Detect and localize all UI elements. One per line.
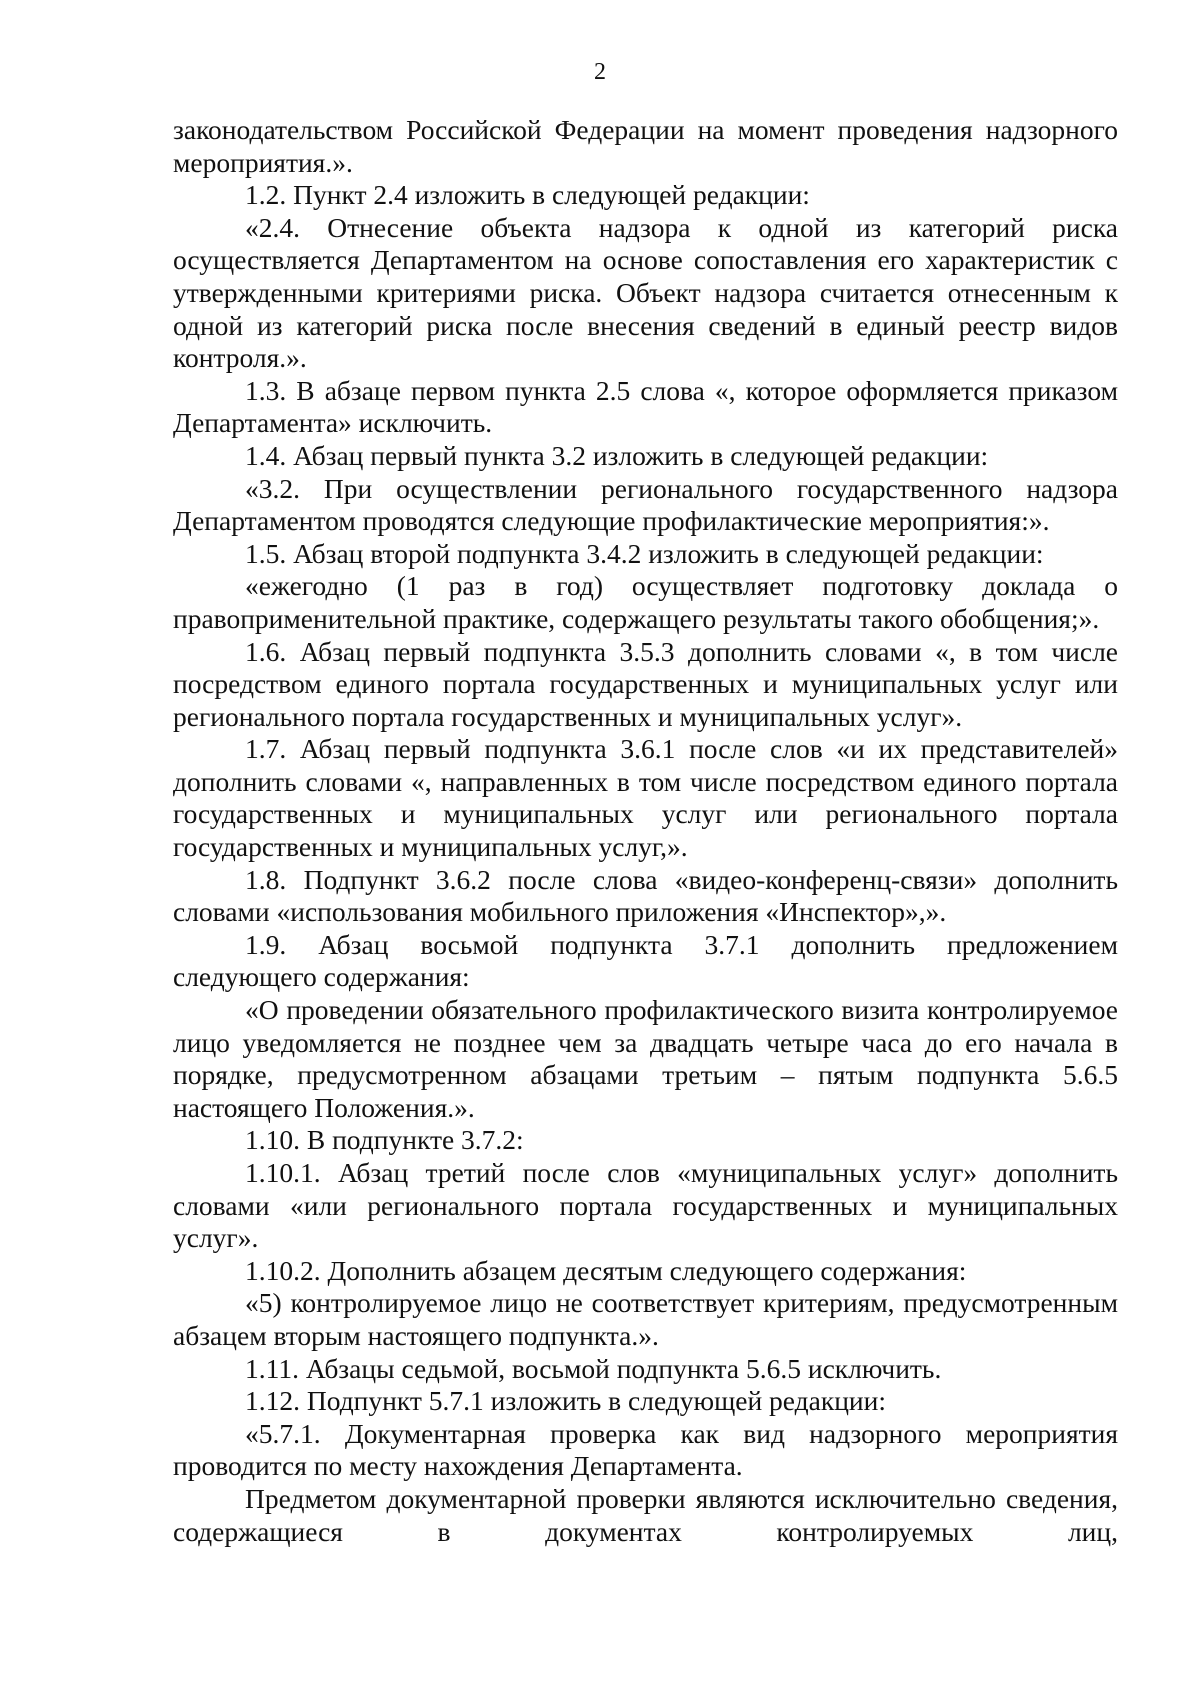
paragraph-1-7: 1.7. Абзац первый подпункта 3.6.1 после слов «и их представителей» дополнить словами «, направленных в том числе посредством единого портала государственных и муниципальных услуг или регионального портала государственных и муниципальных услуг,». xyxy=(173,733,1118,863)
paragraph-1-10-1: 1.10.1. Абзац третий после слов «муниципальных услуг» дополнить словами «или регионального портала государственных и муниципальных услуг». xyxy=(173,1157,1118,1254)
paragraph-1-4: 1.4. Абзац первый пункта 3.2 изложить в следующей редакции: xyxy=(245,439,989,471)
paragraph-quote-5-7-1: «5.7.1. Документарная проверка как вид надзорного мероприятия проводится по месту нахождения Департамента. xyxy=(173,1417,1118,1482)
paragraph-continuation: законодательством Российской Федерации на момент проведения надзорного мероприятия.». xyxy=(173,114,1118,178)
paragraph-1-10-2: 1.10.2. Дополнить абзацем десятым следующего содержания: xyxy=(245,1254,967,1286)
page-number: 2 xyxy=(594,59,606,85)
paragraph-1-6: 1.6. Абзац первый подпункта 3.5.3 дополнить словами «, в том числе посредством единого портала государственных и муниципальных услуг или регионального портала государственных и муниципальных услуг». xyxy=(173,635,1118,732)
paragraph-quote-item-5: «5) контролируемое лицо не соответствует критериям, предусмотренным абзацем вторым настоящего подпункта.». xyxy=(173,1287,1118,1351)
paragraph-1-5: 1.5. Абзац второй подпункта 3.4.2 изложить в следующей редакции: xyxy=(245,537,1044,569)
paragraph-1-11: 1.11. Абзацы седьмой, восьмой подпункта 5.6.5 исключить. xyxy=(245,1352,942,1384)
paragraph-subject: Предметом документарной проверки являются исключительно сведения, содержащиеся в документах контролируемых лиц, xyxy=(173,1482,1118,1547)
paragraph-quote-2-4: «2.4. Отнесение объекта надзора к одной из категорий риска осуществляется Департаментом на основе сопоставления его характеристик с утвержденными критериями риска. Объект надзора считается отнесенным к одной из категорий риска после внесения сведений в единый реестр видов контроля.». xyxy=(173,211,1118,374)
paragraph-quote-visit: «О проведении обязательного профилактического визита контролируемое лицо уведомляется не позднее чем за двадцать четыре часа до его начала в порядке, предусмотренном абзацами третьим – пятым подпункта 5.6.5 настоящего Положения.». xyxy=(173,994,1118,1123)
paragraph-1-3: 1.3. В абзаце первом пункта 2.5 слова «, которое оформляется приказом Департамента» исключить. xyxy=(173,374,1118,439)
paragraph-1-10: 1.10. В подпункте 3.7.2: xyxy=(245,1124,524,1156)
paragraph-1-2: 1.2. Пункт 2.4 изложить в следующей редакции: xyxy=(245,179,810,211)
paragraph-1-12: 1.12. Подпункт 5.7.1 изложить в следующей редакции: xyxy=(245,1385,886,1417)
document-body xyxy=(173,114,1118,1548)
paragraph-quote-annual: «ежегодно (1 раз в год) осуществляет подготовку доклада о правоприменительной практике, содержащего результаты такого обобщения;». xyxy=(173,570,1118,634)
paragraph-1-9: 1.9. Абзац восьмой подпункта 3.7.1 дополнить предложением следующего содержания: xyxy=(173,928,1118,993)
paragraph-1-8: 1.8. Подпункт 3.6.2 после слова «видео-конференц-связи» дополнить словами «использования мобильного приложения «Инспектор»,». xyxy=(173,863,1118,928)
paragraph-quote-3-2: «3.2. При осуществлении регионального государственного надзора Департаментом проводятся следующие профилактические мероприятия:». xyxy=(173,472,1118,537)
